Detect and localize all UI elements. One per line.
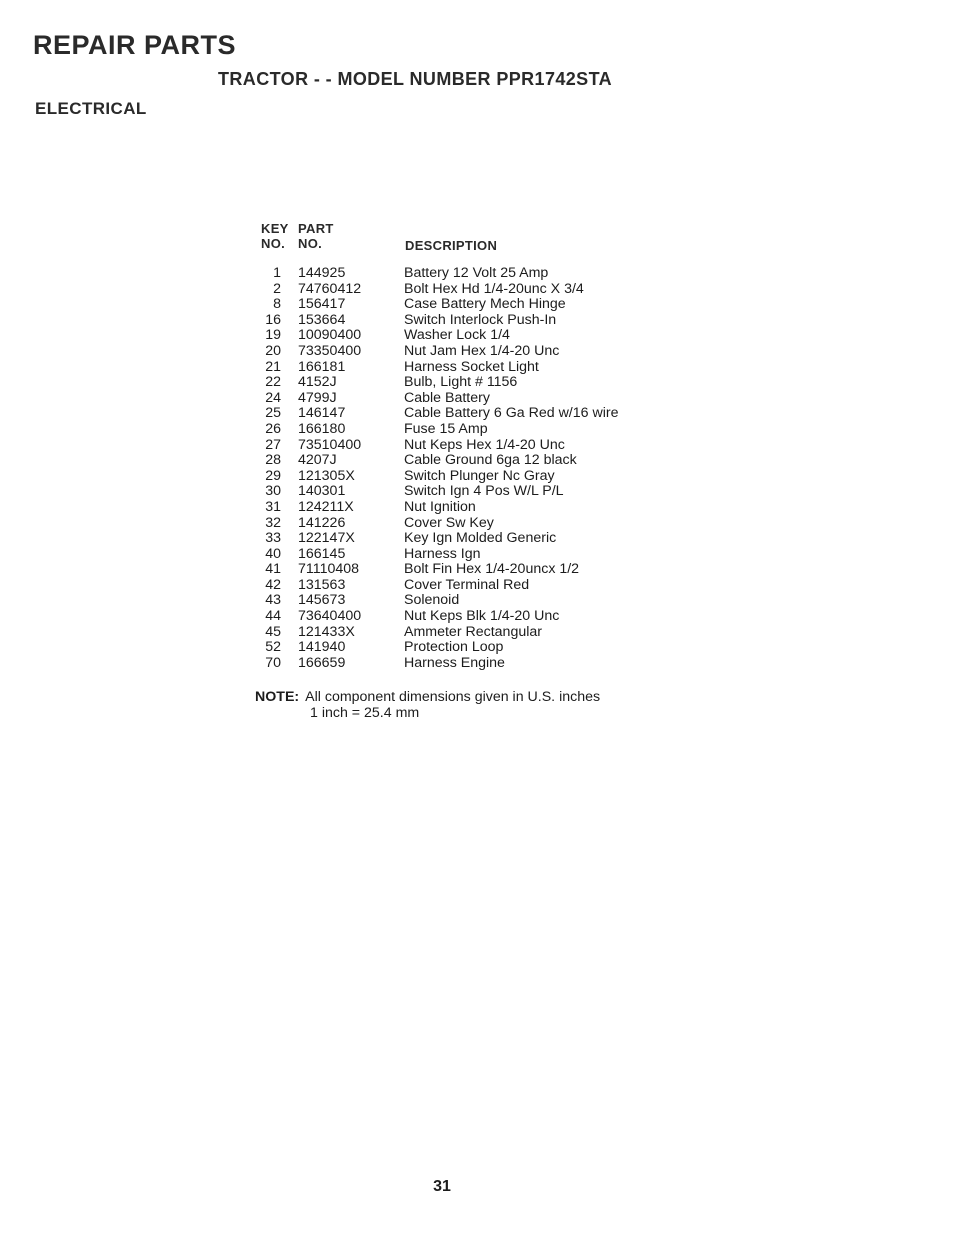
table-row — [255, 547, 675, 563]
part-number: 71110408 — [298, 561, 360, 578]
key-number: 31 — [265, 498, 281, 515]
part-description: Bolt Fin Hex 1/4-20uncx 1/2 — [404, 561, 580, 578]
part-number: 166145 — [298, 545, 346, 562]
key-number: 16 — [265, 311, 281, 328]
table-row — [255, 531, 675, 547]
part-description: Nut Jam Hex 1/4-20 Unc — [404, 342, 560, 359]
part-description: Cable Battery — [404, 389, 490, 406]
part-description: Ammeter Rectangular — [404, 623, 542, 640]
table-row — [255, 344, 675, 360]
part-description: Harness Ign — [404, 545, 481, 562]
part-number: 166180 — [298, 420, 346, 437]
table-row — [255, 375, 675, 391]
part-description: Nut Keps Hex 1/4-20 Unc — [404, 436, 565, 453]
header-key: KEY — [261, 221, 289, 236]
header-key-no: NO. — [261, 236, 286, 251]
part-description: Protection Loop — [404, 639, 504, 656]
table-row — [255, 282, 675, 298]
note — [255, 690, 600, 721]
part-number: 131563 — [298, 576, 346, 593]
part-description: Switch Ign 4 Pos W/L P/L — [404, 483, 564, 500]
key-number: 29 — [265, 467, 281, 484]
table-row — [255, 453, 675, 469]
part-description: Cover Terminal Red — [404, 576, 530, 593]
table-row — [255, 516, 675, 532]
header-description: DESCRIPTION — [405, 238, 498, 253]
part-description: Nut Keps Blk 1/4-20 Unc — [404, 608, 560, 625]
key-number: 44 — [265, 608, 281, 625]
part-description: Battery 12 Volt 25 Amp — [404, 265, 549, 281]
table-row — [255, 422, 675, 438]
parts-list-rows — [255, 266, 675, 671]
key-number: 20 — [265, 342, 281, 359]
part-number: 121433X — [298, 623, 355, 640]
part-number: 4152J — [298, 374, 337, 391]
part-description: Switch Plunger Nc Gray — [404, 467, 555, 484]
table-row — [255, 562, 675, 578]
part-description: Nut Ignition — [404, 498, 476, 515]
key-number: 70 — [265, 654, 281, 671]
key-number: 33 — [265, 530, 281, 547]
key-number: 19 — [265, 327, 281, 344]
part-number: 146147 — [298, 405, 346, 422]
key-number: 41 — [265, 561, 281, 578]
part-number: 156417 — [298, 296, 346, 313]
table-row — [255, 593, 675, 609]
header-part: PART — [298, 221, 334, 236]
key-number: 40 — [265, 545, 281, 562]
key-number: 45 — [265, 623, 281, 640]
part-number: 74760412 — [298, 280, 362, 297]
page-number: 31 — [433, 1178, 451, 1195]
table-row — [255, 625, 675, 641]
part-number: 166659 — [298, 654, 346, 671]
key-number: 52 — [265, 639, 281, 656]
key-number: 32 — [265, 514, 281, 531]
table-row — [255, 500, 675, 516]
key-number: 27 — [265, 436, 281, 453]
table-row — [255, 406, 675, 422]
part-description: Solenoid — [404, 592, 460, 609]
key-number: 25 — [265, 405, 281, 422]
key-number: 22 — [265, 374, 281, 391]
table-row — [255, 484, 675, 500]
part-description: Switch Interlock Push-In — [404, 311, 557, 328]
key-number: 42 — [265, 576, 281, 593]
part-number: 124211X — [298, 498, 354, 515]
table-row — [255, 297, 675, 313]
part-number: 122147X — [298, 530, 355, 547]
part-description: Cable Battery 6 Ga Red w/16 wire — [404, 405, 619, 422]
part-description: Washer Lock 1/4 — [404, 327, 510, 344]
part-number: 140301 — [298, 483, 346, 500]
part-number: 73510400 — [298, 436, 362, 453]
part-description: Key Ign Molded Generic — [404, 530, 557, 547]
key-number: 24 — [265, 389, 281, 406]
part-number: 153664 — [298, 311, 346, 328]
part-number: 73350400 — [298, 342, 362, 359]
table-row — [255, 313, 675, 329]
key-number: 21 — [265, 358, 281, 375]
part-number: 141226 — [298, 514, 346, 531]
part-number: 4207J — [298, 452, 337, 469]
part-description: Case Battery Mech Hinge — [404, 296, 566, 313]
part-description: Cover Sw Key — [404, 514, 494, 531]
table-row — [255, 469, 675, 485]
page-title: REPAIR PARTS — [33, 30, 237, 60]
key-number: 30 — [265, 483, 281, 500]
table-row — [255, 328, 675, 344]
key-number: 2 — [273, 280, 281, 297]
note-text: All component dimensions given in U.S. inches — [305, 689, 601, 705]
table-row — [255, 578, 675, 594]
part-number: 73640400 — [298, 608, 362, 625]
part-description: Fuse 15 Amp — [404, 420, 488, 437]
part-number: 10090400 — [298, 327, 362, 344]
parts-list — [255, 220, 675, 671]
table-row — [255, 609, 675, 625]
key-number: 1 — [273, 265, 281, 281]
part-number: 144925 — [298, 265, 346, 281]
table-row — [255, 360, 675, 376]
part-number: 145673 — [298, 592, 346, 609]
part-description: Harness Socket Light — [404, 358, 539, 375]
key-number: 26 — [265, 420, 281, 437]
section-title: ELECTRICAL — [35, 99, 147, 118]
part-number: 166181 — [298, 358, 346, 375]
part-number: 141940 — [298, 639, 346, 656]
model-subtitle: TRACTOR - - MODEL NUMBER PPR1742STA — [218, 69, 613, 89]
part-number: 121305X — [298, 467, 355, 484]
part-description: Bulb, Light # 1156 — [404, 374, 518, 391]
parts-list-header — [255, 220, 675, 254]
table-row — [255, 656, 675, 672]
table-row — [255, 266, 675, 282]
key-number: 8 — [273, 296, 281, 313]
note-label: NOTE: — [255, 689, 300, 705]
part-description: Bolt Hex Hd 1/4-20unc X 3/4 — [404, 280, 584, 297]
header-part-no: NO. — [298, 236, 323, 251]
part-description: Harness Engine — [404, 654, 505, 671]
table-row — [255, 640, 675, 656]
note-conversion: 1 inch = 25.4 mm — [310, 704, 420, 721]
part-description: Cable Ground 6ga 12 black — [404, 452, 577, 469]
key-number: 43 — [265, 592, 281, 609]
table-row — [255, 438, 675, 454]
key-number: 28 — [265, 452, 281, 469]
part-number: 4799J — [298, 389, 337, 406]
table-row — [255, 391, 675, 407]
